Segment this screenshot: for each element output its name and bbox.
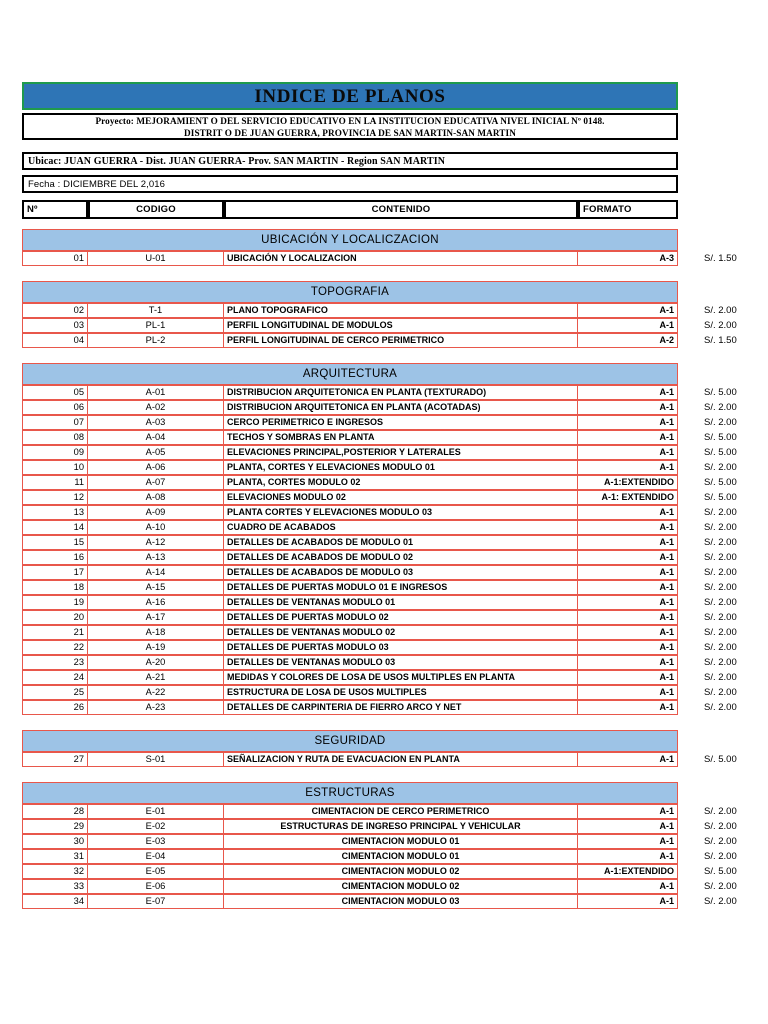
section-title: SEGURIDAD [22,730,678,752]
location-text: Ubicac: JUAN GUERRA - Dist. JUAN GUERRA- Prov. SAN MARTIN - Region SAN MARTIN [28,155,446,167]
cell-codigo: T-1 [88,303,224,318]
cell-numero: 32 [22,864,88,879]
cell-codigo: E-04 [88,849,224,864]
cell-codigo: A-02 [88,400,224,415]
document-title-banner [22,82,678,110]
cell-codigo: A-19 [88,640,224,655]
cell-precio: S/. 2.00 [704,597,737,608]
cell-formato: A-1 [578,655,678,670]
cell-formato: A-1 [578,752,678,767]
table-row[interactable] [22,685,678,700]
table-row[interactable] [22,430,678,445]
cell-codigo: A-07 [88,475,224,490]
cell-formato: A-1 [578,625,678,640]
table-row[interactable] [22,894,678,909]
table-row[interactable] [22,700,678,715]
cell-precio: S/. 2.00 [704,522,737,533]
cell-formato: A-1 [578,834,678,849]
cell-contenido: DETALLES DE ACABADOS DE MODULO 02 [224,550,578,565]
table-row[interactable] [22,251,678,266]
cell-formato: A-1 [578,565,678,580]
cell-precio: S/. 2.00 [704,612,737,623]
cell-numero: 12 [22,490,88,505]
cell-formato: A-1 [578,415,678,430]
cell-numero: 18 [22,580,88,595]
column-header-contenido: CONTENIDO [224,200,578,219]
cell-numero: 22 [22,640,88,655]
cell-numero: 08 [22,430,88,445]
cell-formato: A-1 [578,550,678,565]
cell-numero: 01 [22,251,88,266]
cell-codigo: U-01 [88,251,224,266]
cell-formato: A-1 [578,700,678,715]
table-row[interactable] [22,490,678,505]
cell-contenido: DETALLES DE CARPINTERIA DE FIERRO ARCO Y NET [224,700,578,715]
table-row[interactable] [22,520,678,535]
table-row[interactable] [22,864,678,879]
table-row[interactable] [22,318,678,333]
cell-contenido: DETALLES DE PUERTAS MODULO 01 E INGRESOS [224,580,578,595]
section-title: TOPOGRAFIA [22,281,678,303]
cell-codigo: A-21 [88,670,224,685]
cell-precio: S/. 5.00 [704,432,737,443]
cell-contenido: DISTRIBUCION ARQUITETONICA EN PLANTA (TEXTURADO) [224,385,578,400]
cell-precio: S/. 2.00 [704,702,737,713]
cell-precio: S/. 2.00 [704,836,737,847]
location-info-box [22,152,678,170]
cell-codigo: E-06 [88,879,224,894]
cell-numero: 33 [22,879,88,894]
cell-contenido: DISTRIBUCION ARQUITETONICA EN PLANTA (ACOTADAS) [224,400,578,415]
cell-contenido: ESTRUCTURAS DE INGRESO PRINCIPAL Y VEHICULAR [224,819,578,834]
cell-contenido: DETALLES DE PUERTAS MODULO 03 [224,640,578,655]
cell-formato: A-1 [578,670,678,685]
cell-codigo: A-01 [88,385,224,400]
cell-contenido: DETALLES DE VENTANAS MODULO 01 [224,595,578,610]
table-row[interactable] [22,415,678,430]
cell-precio: S/. 2.00 [704,305,737,316]
cell-contenido: DETALLES DE ACABADOS DE MODULO 03 [224,565,578,580]
table-row[interactable] [22,640,678,655]
cell-contenido: MEDIDAS Y COLORES DE LOSA DE USOS MULTIPLES EN PLANTA [224,670,578,685]
table-row[interactable] [22,445,678,460]
cell-numero: 29 [22,819,88,834]
date-info-box [22,175,678,193]
table-row[interactable] [22,505,678,520]
cell-contenido: SEÑALIZACION Y RUTA DE EVACUACION EN PLANTA [224,752,578,767]
cell-formato: A-1 [578,400,678,415]
column-header-codigo: CODIGO [88,200,224,219]
cell-formato: A-1 [578,580,678,595]
cell-contenido: CIMENTACION MODULO 02 [224,879,578,894]
cell-codigo: PL-1 [88,318,224,333]
cell-codigo: A-16 [88,595,224,610]
cell-numero: 27 [22,752,88,767]
cell-numero: 30 [22,834,88,849]
cell-codigo: E-05 [88,864,224,879]
cell-numero: 03 [22,318,88,333]
table-row[interactable] [22,475,678,490]
cell-codigo: A-23 [88,700,224,715]
section-estructuras [22,782,678,909]
section-seguridad [22,730,678,767]
date-text: Fecha : DICIEMBRE DEL 2,016 [28,178,165,190]
cell-numero: 19 [22,595,88,610]
cell-codigo: A-14 [88,565,224,580]
cell-formato: A-1 [578,460,678,475]
cell-codigo: A-22 [88,685,224,700]
cell-contenido: DETALLES DE ACABADOS DE MODULO 01 [224,535,578,550]
table-row[interactable] [22,804,678,819]
table-row[interactable] [22,834,678,849]
cell-numero: 07 [22,415,88,430]
cell-contenido: CERCO PERIMETRICO E INGRESOS [224,415,578,430]
cell-contenido: CIMENTACION MODULO 02 [224,864,578,879]
cell-contenido: CUADRO DE ACABADOS [224,520,578,535]
cell-contenido: DETALLES DE VENTANAS MODULO 03 [224,655,578,670]
cell-contenido: CIMENTACION MODULO 01 [224,834,578,849]
cell-formato: A-1 [578,819,678,834]
cell-numero: 34 [22,894,88,909]
cell-codigo: A-08 [88,490,224,505]
cell-contenido: PLANTA, CORTES MODULO 02 [224,475,578,490]
cell-formato: A-1 [578,385,678,400]
cell-precio: S/. 5.00 [704,866,737,877]
cell-precio: S/. 2.00 [704,851,737,862]
cell-codigo: PL-2 [88,333,224,348]
cell-formato: A-1:EXTENDIDO [578,864,678,879]
table-row[interactable] [22,535,678,550]
cell-precio: S/. 2.00 [704,402,737,413]
cell-contenido: PLANTA, CORTES Y ELEVACIONES MODULO 01 [224,460,578,475]
section-rows [22,752,678,767]
cell-contenido: PERFIL LONGITUDINAL DE CERCO PERIMETRICO [224,333,578,348]
cell-precio: S/. 2.00 [704,582,737,593]
cell-precio: S/. 1.50 [704,253,737,264]
cell-formato: A-1 [578,894,678,909]
column-header-numero: Nº [22,200,88,219]
cell-contenido: ESTRUCTURA DE LOSA DE USOS MULTIPLES [224,685,578,700]
cell-precio: S/. 5.00 [704,754,737,765]
table-row[interactable] [22,819,678,834]
cell-numero: 21 [22,625,88,640]
cell-contenido: UBICACIÓN Y LOCALIZACION [224,251,578,266]
cell-codigo: E-01 [88,804,224,819]
cell-numero: 25 [22,685,88,700]
cell-precio: S/. 2.00 [704,507,737,518]
cell-formato: A-1 [578,804,678,819]
cell-precio: S/. 2.00 [704,657,737,668]
table-row[interactable] [22,655,678,670]
cell-formato: A-1 [578,303,678,318]
cell-contenido: PERFIL LONGITUDINAL DE MODULOS [224,318,578,333]
cell-contenido: DETALLES DE PUERTAS MODULO 02 [224,610,578,625]
cell-numero: 17 [22,565,88,580]
cell-numero: 16 [22,550,88,565]
cell-precio: S/. 5.00 [704,387,737,398]
table-row[interactable] [22,460,678,475]
table-row[interactable] [22,303,678,318]
cell-precio: S/. 2.00 [704,537,737,548]
table-row[interactable] [22,595,678,610]
cell-codigo: A-13 [88,550,224,565]
table-row[interactable] [22,670,678,685]
project-info-box [22,113,678,140]
cell-formato: A-1 [578,535,678,550]
cell-numero: 10 [22,460,88,475]
cell-precio: S/. 5.00 [704,477,737,488]
cell-precio: S/. 2.00 [704,821,737,832]
table-row[interactable] [22,580,678,595]
table-row[interactable] [22,610,678,625]
cell-formato: A-1 [578,610,678,625]
cell-formato: A-3 [578,251,678,266]
cell-formato: A-1 [578,430,678,445]
cell-contenido: TECHOS Y SOMBRAS EN PLANTA [224,430,578,445]
cell-contenido: CIMENTACION MODULO 01 [224,849,578,864]
cell-codigo: A-03 [88,415,224,430]
section-rows [22,251,678,266]
cell-numero: 26 [22,700,88,715]
cell-numero: 31 [22,849,88,864]
cell-codigo: A-17 [88,610,224,625]
cell-contenido: PLANO TOPOGRAFICO [224,303,578,318]
cell-contenido: PLANTA CORTES Y ELEVACIONES MODULO 03 [224,505,578,520]
table-row[interactable] [22,333,678,348]
cell-contenido: ELEVACIONES MODULO 02 [224,490,578,505]
project-line-1: Proyecto: MEJORAMIENT O DEL SERVICIO EDUCATIVO EN LA INSTITUCION EDUCATIVA NIVEL INICIAL Nº 0148. [95,116,605,126]
section-rows [22,804,678,909]
cell-precio: S/. 5.00 [704,492,737,503]
cell-precio: S/. 2.00 [704,687,737,698]
table-row[interactable] [22,565,678,580]
cell-formato: A-1 [578,445,678,460]
cell-contenido: CIMENTACION MODULO 03 [224,894,578,909]
cell-numero: 28 [22,804,88,819]
table-row[interactable] [22,385,678,400]
cell-precio: S/. 2.00 [704,462,737,473]
cell-precio: S/. 2.00 [704,642,737,653]
section-topografia [22,281,678,348]
cell-codigo: E-07 [88,894,224,909]
cell-precio: S/. 2.00 [704,417,737,428]
cell-numero: 24 [22,670,88,685]
table-row[interactable] [22,400,678,415]
cell-numero: 13 [22,505,88,520]
cell-precio: S/. 2.00 [704,881,737,892]
cell-codigo: A-04 [88,430,224,445]
section-title: ESTRUCTURAS [22,782,678,804]
section-title: UBICACIÓN Y LOCALICZACION [22,229,678,251]
cell-formato: A-1 [578,685,678,700]
cell-formato: A-1 [578,640,678,655]
cell-numero: 20 [22,610,88,625]
cell-precio: S/. 5.00 [704,447,737,458]
cell-codigo: A-15 [88,580,224,595]
cell-codigo: E-03 [88,834,224,849]
cell-precio: S/. 2.00 [704,552,737,563]
section-rows [22,385,678,715]
section-arquitectura [22,363,678,715]
cell-formato: A-1 [578,318,678,333]
section-ubicaci-n-y-localiczacion [22,229,678,266]
section-title: ARQUITECTURA [22,363,678,385]
cell-codigo: S-01 [88,752,224,767]
cell-codigo: A-10 [88,520,224,535]
cell-formato: A-1 [578,520,678,535]
cell-precio: S/. 2.00 [704,806,737,817]
cell-precio: S/. 2.00 [704,320,737,331]
cell-formato: A-2 [578,333,678,348]
cell-numero: 14 [22,520,88,535]
cell-contenido: DETALLES DE VENTANAS MODULO 02 [224,625,578,640]
cell-codigo: A-20 [88,655,224,670]
cell-precio: S/. 1.50 [704,335,737,346]
cell-codigo: E-02 [88,819,224,834]
cell-codigo: A-12 [88,535,224,550]
table-column-headers [22,200,678,219]
cell-numero: 05 [22,385,88,400]
cell-numero: 09 [22,445,88,460]
table-row[interactable] [22,550,678,565]
cell-precio: S/. 2.00 [704,627,737,638]
table-row[interactable] [22,849,678,864]
cell-codigo: A-18 [88,625,224,640]
cell-contenido: ELEVACIONES PRINCIPAL,POSTERIOR Y LATERALES [224,445,578,460]
cell-numero: 23 [22,655,88,670]
cell-numero: 04 [22,333,88,348]
cell-numero: 02 [22,303,88,318]
cell-formato: A-1 [578,505,678,520]
page-title: INDICE DE PLANOS [254,85,446,107]
cell-contenido: CIMENTACION DE CERCO PERIMETRICO [224,804,578,819]
cell-formato: A-1 [578,849,678,864]
table-row[interactable] [22,879,678,894]
cell-formato: A-1:EXTENDIDO [578,475,678,490]
cell-codigo: A-09 [88,505,224,520]
table-row[interactable] [22,752,678,767]
section-rows [22,303,678,348]
cell-codigo: A-05 [88,445,224,460]
cell-precio: S/. 2.00 [704,672,737,683]
cell-precio: S/. 2.00 [704,567,737,578]
project-line-2: DISTRIT O DE JUAN GUERRA, PROVINCIA DE SAN MARTIN-SAN MARTIN [184,127,516,138]
cell-numero: 15 [22,535,88,550]
cell-formato: A-1 [578,595,678,610]
table-row[interactable] [22,625,678,640]
cell-formato: A-1: EXTENDIDO [578,490,678,505]
cell-precio: S/. 2.00 [704,896,737,907]
cell-formato: A-1 [578,879,678,894]
cell-numero: 06 [22,400,88,415]
cell-numero: 11 [22,475,88,490]
cell-codigo: A-06 [88,460,224,475]
column-header-formato: FORMATO [578,200,678,219]
